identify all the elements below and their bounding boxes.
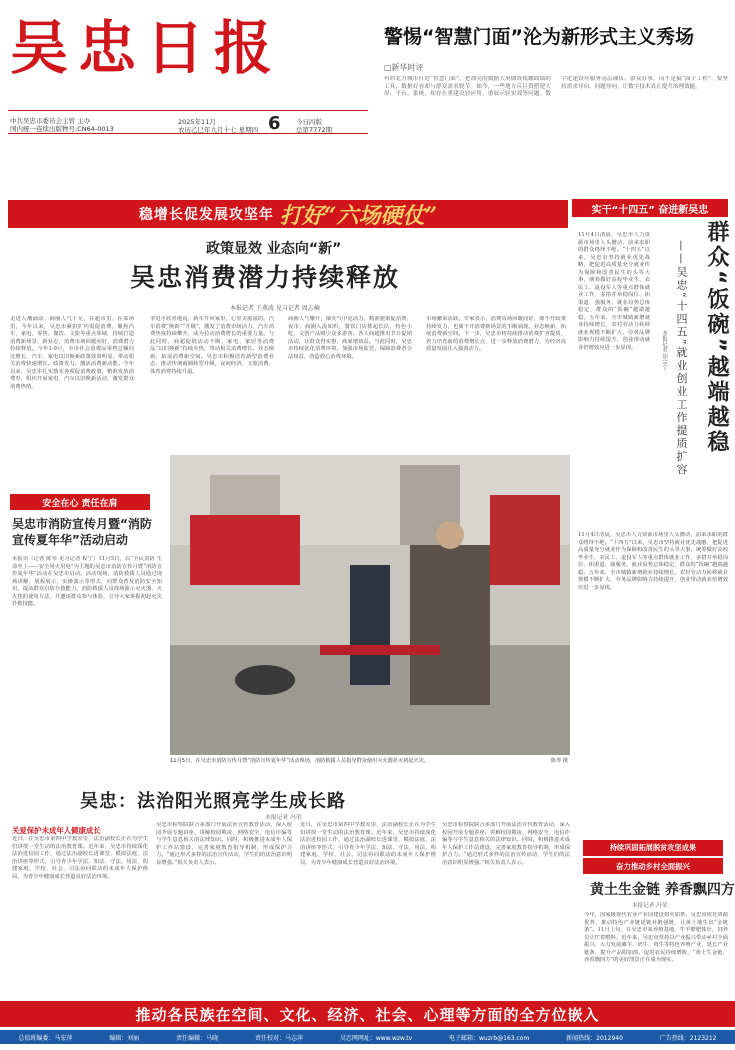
bottom-slogan-banner: [0, 1001, 735, 1027]
rural-body: 今年，国家级现代农业产业园建设如火如荼，吴忠市依托资源优势，推动特色产业链延链补链强链，让黄土地生出“金链条”。11月上旬，在吴忠市某养殖基地，牛羊膘肥体壮，饲养员正忙着喂料。近年来，吴忠市坚持以产业振兴带动乡村全面振兴，大力发展滩羊、奶牛、肉牛等特色养殖产业，延长产业链条，提升产品附加值，促进农民持续增收，“黄土生金链、养香飘四方”的美好图景正在成为现实。: [584, 912, 728, 963]
caption-text: 11月5日，在吴忠市消防宣传月暨“消防宣传夏年华”活动现场，消防救援人员指导群众使用灭火器扑灭初起火灾。: [170, 758, 430, 764]
law-subhead: 关爱保护未成年人健康成长: [12, 826, 101, 835]
law-col-1: 近日，在吴忠市第四中学教室里，法治副校长正在为学生们讲授一堂生动的法治教育课。近年来，吴忠市持续深化法治进校园工作，通过法治副校长进课堂、模拟法庭、法治讲座等形式，引导青少年学法、知法、守法、用法，构建家庭、学校、社会、司法协同联动的未成年人保护格局，为青少年健康成长营造良好法治环境。: [12, 836, 148, 880]
rural-tag-2: 奋力推动乡村全面振兴: [583, 858, 723, 874]
footer-ad-hotline: 广告热线：2123212: [659, 1034, 717, 1042]
photo-illustration: [170, 455, 570, 755]
total-text: 总第7772期: [296, 126, 333, 134]
footer-responsible-editor: 责任编辑：马晓: [176, 1034, 219, 1042]
banner-label: 稳增长促发展攻坚年: [138, 207, 274, 223]
news-photo: [170, 455, 570, 755]
bottom-slogan: 推动各民族在空间、文化、经济、社会、心理等方面的全方位嵌入: [135, 1005, 600, 1024]
right-body-bottom: 11月4日清晨，吴忠市人力资源市场里人头攒动，前来求职的群众络绎不绝。“十四五”以来，吴忠市坚持就业优先战略，把促进高质量充分就业作为保障和改善民生的头等大事，统筹做好高校毕业生、农民工、退役军人等重点群体就业工作，多措并举稳岗位、拓渠道、强服务，就业局势总体稳定，群众的“饭碗”越端越稳。五年来，全市城镇新增就业持续增长，农村劳动力转移就业规模不断扩大，劳务品牌影响力持续提升，创业带动就业倍增效应进一步显现。: [578, 532, 728, 591]
edition-text: 今日四版: [296, 118, 322, 126]
safety-body: 本报讯（记者 陈琴 见习记者 程宁）11月5日，以“全民消防 生命至上——安全用火用电”为主题的吴忠市消防宣传月暨“消防宣传夏年华”活动在吴忠市启动。活动现场，消防救援人员通过现场讲解、展板展示、实操演示等形式，向群众普及消防安全知识，提高群众自防自救能力。消防救援人员现场演示灭火器、灭火毯的使用方法，并邀请群众参与体验，引导大家掌握初起火灾扑救技能。: [12, 556, 162, 607]
law-col-3: 近日，在吴忠市第四中学教室里，法治副校长正在为学生们讲授一堂生动的法治教育课。近年来，吴忠市持续深化法治进校园工作，通过法治副校长进课堂、模拟法庭、法治讲座等形式，引导青少年学法、知法、守法、用法，构建家庭、学校、社会、司法协同联动的未成年人保护格局，为青少年健康成长营造良好法治环境。: [300, 822, 436, 866]
right-title[interactable]: 群众“饭碗”越端越稳: [704, 220, 729, 455]
footer-editor-chief: 总值班编委：马宏萍: [18, 1034, 73, 1042]
footer-website[interactable]: 吴忠网网址：www.wzw.tv: [339, 1034, 413, 1042]
law-col-4: 吴忠市检察院联合多部门开展法治宣传教育活动，深入校园开展专题讲座，讲解校园欺凌、网络安全、电信诈骗等与学生息息相关的法律知识。同时，积极推进未成年人保护工作站建设，完善家庭教育指导机制，形成保护合力。“通过形式多样的法治宣传活动，学生们的法治意识明显增强。”相关负责人表示。: [442, 822, 570, 866]
top-tag: □新华时评: [384, 63, 424, 72]
footer-editor: 编辑：刘丽: [109, 1034, 140, 1042]
lead-col-4: 市场繁荣活跃。专家表示，消费市场回暖向好，离不开政策持续发力，也离不开消费新场景的不断涌现。业态焕新，拓展消费新空间。下一步，吴忠市将持续推动消费扩容提质，着力培育新的消费增长点，进一步释放消费潜力，为经济高质量发展注入强劲动力。: [426, 316, 566, 352]
lead-col-2: 李进才欣喜地说，新车开回家里，心里美滋滋的。汽车消费“换新”“升级”，激发了消费市场活力。汽车消费热度持续攀升，成为拉动消费增长的重要力量。与此同时，商超促销活动不断，家电、家居等消费品“以旧换新”持续火热，带动相关消费增长。业态焕新，拓展消费新空间。吴忠市积极培育新型消费业态，推动传统商圈转型升级，夜间经济、文旅消费、体育消费持续升温。: [150, 316, 274, 375]
footer-proofreader: 责任校对：马志萍: [255, 1034, 304, 1042]
footer-news-hotline: 新闻热线：2012940: [566, 1034, 623, 1042]
date-text: 2025年11月: [178, 118, 216, 126]
edition-info: [296, 118, 332, 134]
lead-headline[interactable]: 吴忠消费潜力持续释放: [130, 263, 401, 292]
right-tag: 实干“十四五” 奋进新吴忠: [572, 199, 728, 217]
date-info: [178, 118, 258, 134]
right-body-top: 11月4日清晨，吴忠市人力资源市场里人头攒动，前来求职的群众络绎不绝。“十四五”以来，吴忠市坚持就业优先战略，把促进高质量充分就业作为保障和改善民生的头等大事，统筹做好高校毕业生、农民工、退役军人等重点群体就业工作，多措并举稳岗位、拓渠道、强服务，就业局势总体稳定，群众的“饭碗”越端越稳。五年来，全市城镇新增就业持续增长，农村劳动力转移就业规模不断扩大，劳务品牌影响力持续提升，创业带动就业倍增效应进一步显现。: [578, 232, 650, 351]
top-body: 有的北方城市打造“智慧门面”，把漂亮的数据大屏做成炫耀政绩的工具，数据好看却与群众需求脱节。如今，一些地方斥巨资搭建大屏、平台、系统，却存在重建设轻应用、重展示轻实效等问题。数字化建设应服务基层减负、群众办事，而不是搞“面子工程”。要坚持需求导向、问题导向，让数字技术真正提升治理效能。: [384, 76, 728, 98]
cn-number: 国内统一连续出版物号:CN64-0013: [10, 125, 114, 133]
page-footer: [0, 1030, 735, 1044]
weekday-text: 农历乙巳年九月十七 星期四: [178, 126, 259, 134]
safety-headline[interactable]: 吴忠市消防宣传月暨“消防宣传夏年华”活动启动: [12, 517, 152, 547]
safety-tag: 安全在心 责任在肩: [10, 494, 150, 510]
photo-caption: [170, 757, 568, 764]
rural-tag-1: 持续巩固拓展脱贫攻坚成果: [583, 840, 723, 856]
top-headline[interactable]: 警惕“智慧门面”沦为新形式主义秀场: [384, 26, 694, 48]
lead-col-1: 走进人潮涌动、商圈人气十足，在超市里、在菜场里，今年以来，吴忠市紧扣扩内需促消费，聚焦汽车、家电、零售、餐饮、文旅等重点领域，持续打造消费新场景、新业态，消费市场回暖向好，消费潜力持续释放。今年1-9月，全市社会消费品零售总额同比增长，汽车、家电以旧换新政策效果明显，带动相关消费快速增长。政策发力，激活消费新动能。今年以来，吴忠市扎实落实各项促消费政策，精准发放消费券，组织开展家电、汽车以旧换新活动，激发群众消费热情。: [10, 316, 134, 390]
photo-credit: 陈琴 摄: [550, 758, 568, 764]
law-headline[interactable]: 吴忠：法治阳光照亮学生成长路: [80, 791, 346, 812]
lead-col-3: 商圈人气攀升，烟火气中见活力。精准施策促消费，夜市、商圈人流如织，餐饮门店排起长队，特色小吃、文创产品吸引众多游客。各大商超推出节日促销活动，让群众得实惠、商家增效益。与此同时，吴忠市持续优化消费环境，加强市场监管，保障消费者合法权益，营造放心消费环境。: [288, 316, 412, 360]
right-byline: 本报记者 胡宗宁: [661, 330, 667, 371]
rural-headline[interactable]: 黄土生金链 养香飘四方: [590, 882, 735, 898]
campaign-banner: [8, 200, 568, 228]
org-text: 中共吴忠市委员会主管 主办: [10, 117, 91, 125]
law-col-2: 吴忠市检察院联合多部门开展法治宣传教育活动，深入校园开展专题讲座，讲解校园欺凌、网络安全、电信诈骗等与学生息息相关的法律知识。同时，积极推进未成年人保护工作站建设，完善家庭教育指导机制，形成保护合力。“通过形式多样的法治宣传活动，学生们的法治意识明显增强。”相关负责人表示。: [156, 822, 292, 866]
lead-subhead: 政策显效 业态向“新”: [206, 241, 342, 257]
footer-email[interactable]: 电子邮箱：wuzrb@163.com: [449, 1034, 530, 1042]
lead-byline: 本报记者 王燕波 见习记者 周志楠: [230, 305, 320, 312]
banner-slogan: 打好“六场硬仗”: [279, 202, 438, 229]
law-byline: 本报记者 冯荣: [265, 815, 302, 821]
masthead-title: 吴忠日报: [10, 14, 283, 82]
right-subtitle: ——吴忠“十四五”就业创业工作提质扩容: [675, 240, 688, 477]
masthead-org: [10, 117, 114, 133]
rural-byline: 本报记者 冯荣: [632, 903, 668, 909]
page-number: 6: [268, 113, 281, 134]
